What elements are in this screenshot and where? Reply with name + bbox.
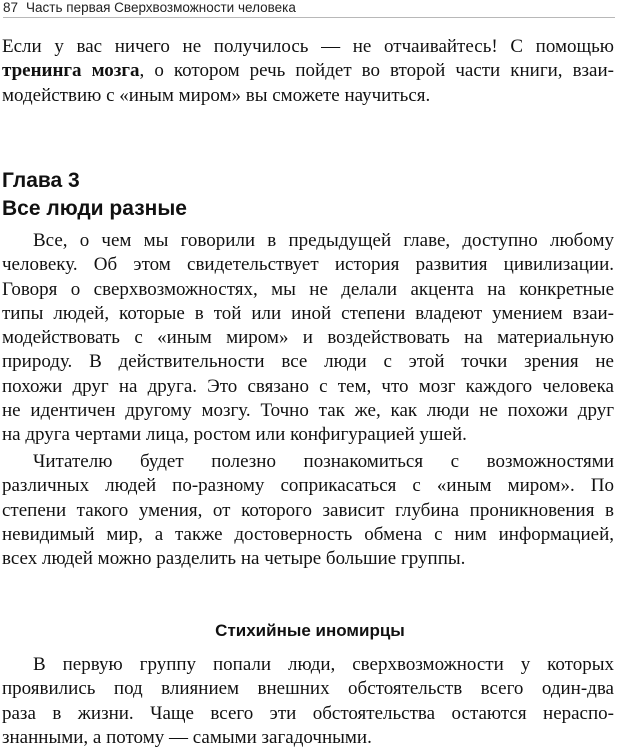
text-line xyxy=(2,59,614,83)
text-fragment: , о котором речь пойдет во второй части книги, взаи- xyxy=(139,60,614,82)
text-line: Говоря о сверхвозможностях, мы не делали акцента на конкретные xyxy=(2,278,614,300)
text-line: знанными, а потому — самыми загадочными. xyxy=(2,726,372,748)
text-line: природу. В действительности все люди с этой точки зрения не xyxy=(2,351,614,373)
running-header xyxy=(3,0,615,18)
chapter-number: Глава 3 xyxy=(2,169,80,192)
intro-paragraph xyxy=(2,35,614,108)
text-line: модействию с «иным миром» вы сможете научиться. xyxy=(2,84,431,106)
paragraph-1 xyxy=(2,229,614,448)
paragraph-3 xyxy=(2,653,614,750)
chapter-heading xyxy=(2,167,614,223)
text-line: раза в жизни. Чаще всего эти обстоятельства остаются нераспо- xyxy=(2,702,614,724)
paragraph-2 xyxy=(2,450,614,571)
text-line: не идентичен другому мозгу. Точно так же, как люди не похожи друг xyxy=(2,400,614,422)
text-line: модействовать с «иным миром» и воздействовать на материальную xyxy=(2,327,614,349)
text-line: похожи друг на друга. Это связано с тем, что мозг каждого человека xyxy=(2,375,614,397)
text-line: Если у вас ничего не получилось — не отчаивайтесь! С помощью xyxy=(2,36,614,57)
text-line: степени такого умения, от которого зависит глубина проникновения в xyxy=(2,499,614,521)
section-heading: Стихийные иномирцы xyxy=(215,621,405,640)
text-line: проявились под влиянием внешних обстоятельств всего один-два xyxy=(2,678,614,700)
text-line: всех людей можно разделить на четыре большие группы. xyxy=(2,548,466,570)
text-line: различных людей по-разному соприкасаться с «иным миром». По xyxy=(2,475,614,497)
running-title: Часть первая Сверхвозможности человека xyxy=(26,0,296,15)
page-number: 87 xyxy=(3,0,19,15)
text-line: человеку. Об этом свидетельствует история развития цивилизации. xyxy=(2,254,614,276)
text-line: невидимый мир, а также достоверность обмена с ним информацией, xyxy=(2,523,614,545)
text-line: Все, о чем мы говорили в предыдущей главе, доступно любому xyxy=(33,230,614,251)
bold-term: тренинга мозга xyxy=(2,60,140,82)
text-line: В первую группу попали люди, сверхвозможности у которых xyxy=(33,654,614,675)
text-line: Читателю будет полезно познакомиться с возможностями xyxy=(33,451,614,472)
chapter-title: Все люди разные xyxy=(2,197,187,220)
text-line: на друга чертами лица, ростом или конфигурацией ушей. xyxy=(2,424,467,446)
text-line: типы людей, которые в той или иной степени владеют умением взаи- xyxy=(2,302,614,324)
